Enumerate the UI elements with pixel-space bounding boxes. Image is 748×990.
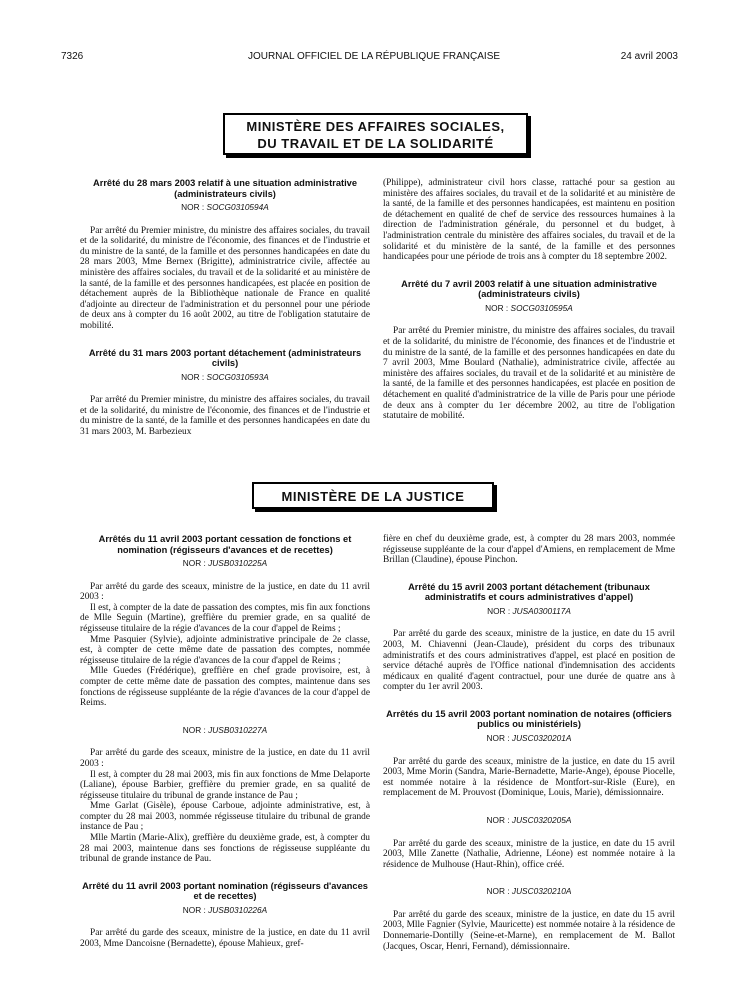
nor-reference bbox=[80, 372, 370, 383]
nor-label: NOR : bbox=[182, 558, 206, 568]
nor-reference bbox=[80, 725, 370, 736]
page-number: 7326 bbox=[61, 51, 84, 62]
decree-paragraph: Il est, à compter de la date de passation des comptes, mis fin aux fonctions de Mlle Seguin (Martine), greffière du premier grade, en sa qualité de régisseuse titulaire de la régie d'avances de la cour d'appel de Reims ; bbox=[80, 602, 370, 634]
nor-code: SOCG0310594A bbox=[206, 202, 269, 212]
decree-paragraph: Mlle Martin (Marie-Alix), greffière du deuxième grade, est, à compter du 28 mai 2003, maintenue dans ses fonctions de régisseuse suppléante du tribunal de grande instance de Pau. bbox=[80, 833, 370, 865]
nor-label: NOR : bbox=[181, 202, 205, 212]
decree-paragraph: Par arrêté du garde des sceaux, ministre de la justice, en date du 15 avril 2003, Mme Morin (Sandra, Marie-Bernadette, Marie-Ange), épouse Piocelle, est nommée notaire à la résidence de Montfort-sur-Risle (Eure), en remplacement de M. Prouvost (Dominique, Louis, Marie), démissionnaire. bbox=[383, 756, 675, 799]
nor-label: NOR : bbox=[485, 302, 509, 313]
nor-label: NOR : bbox=[486, 814, 510, 825]
decree-title: Arrêtés du 15 avril 2003 portant nomination de notaires (officiers publics ou ministériels) bbox=[386, 708, 672, 730]
ministry-heading-line-1: MINISTÈRE DES AFFAIRES SOCIALES, bbox=[246, 119, 505, 134]
nor-label: NOR : bbox=[181, 371, 205, 382]
nor-reference bbox=[383, 733, 675, 744]
decree-text-continued: fière en chef du deuxième grade, est, à compter du 28 mars 2003, nommée régisseuse suppléante de la cour d'appel d'Amiens, en remplacement de Mme Brillan (Claudine), épouse Pinchon. bbox=[383, 534, 675, 566]
nor-reference bbox=[80, 558, 370, 569]
decree-paragraph: Mlle Guedes (Frédérique), greffière en chef grade provisoire, est, à compter de cette même date de passation des comptes, maintenue dans ses fonctions de régisseuse suppléante de la régie d'avances de la cour d'appel de Reims. bbox=[80, 666, 370, 709]
ministry-heading-justice: MINISTÈRE DE LA JUSTICE bbox=[252, 482, 494, 509]
journal-title: JOURNAL OFFICIEL DE LA RÉPUBLIQUE FRANÇAISE bbox=[247, 51, 501, 62]
column-right-top bbox=[383, 178, 675, 422]
nor-code: JUSB0310225A bbox=[208, 558, 268, 568]
decree-text: Par arrêté du Premier ministre, du ministre des affaires sociales, du travail et de la solidarité, du ministre de l'économie, des finances et de l'industrie et du ministre de la santé, de la famille et des personnes handicapées en date du 31 mars 2003, M. Barbezieux bbox=[80, 395, 370, 437]
decree-paragraph: Mme Pasquier (Sylvie), adjointe administrative principale de 2e classe, est, à compter de cette même date de passation des comptes, nommée régisseuse titulaire de la régie d'avances de la cour d'appel de Reims ; bbox=[80, 634, 370, 666]
decree-text: Par arrêté du garde des sceaux, ministre de la justice, en date du 11 avril 2003, Mme Dancoisne (Bernadette), épouse Mahieux, gref- bbox=[80, 928, 370, 950]
decree-text-continued: (Philippe), administrateur civil hors classe, rattaché pour sa gestion au ministère des affaires sociales, du travail et de la solidarité et au ministère de la santé, de la famille et des personnes handicapées, est maintenu en position de détachement en qualité de chef de service des ressources humaines à la direction de l'administration générale, du personnel et du budget, à l'administration centrale du ministère des affaires sociales, du travail et de la solidarité et du ministère de la santé, de la famille et des personnes handicapées pour une période de trois ans à compter du 18 septembre 2002. bbox=[383, 178, 675, 263]
decree-paragraph: Mme Garlat (Gisèle), épouse Carboue, adjointe administrative, est, à compter du 28 mai 2003, nommée régisseuse titulaire du tribunal de grande instance de Pau ; bbox=[80, 801, 370, 833]
decree-paragraph: Par arrêté du garde des sceaux, ministre de la justice, en date du 11 avril 2003 : bbox=[80, 581, 370, 603]
nor-code: JUSC0320201A bbox=[511, 732, 572, 743]
nor-code: JUSB0310227A bbox=[208, 724, 268, 735]
decree-paragraph: Il est, à compter du 28 mai 2003, mis fin aux fonctions de Mme Delaporte (Laliane), épouse Barbier, greffière du premier grade, en sa qualité de régisseuse titulaire du tribunal de grande instance de Pau ; bbox=[80, 769, 370, 801]
nor-code: JUSA0300117A bbox=[512, 605, 571, 616]
decree-title: Arrêté du 15 avril 2003 portant détachement (tribunaux administratifs et cours administratives d'appel) bbox=[408, 581, 650, 603]
column-right-bottom bbox=[383, 534, 675, 952]
decree-text: Par arrêté du garde des sceaux, ministre de la justice, en date du 15 avril 2003, M. Chiavenni (Jean-Claude), président du corps des tribunaux administratifs et des cours administratives d'appel, est placé en position de service détaché auprès de l'Office national d'indemnisation des accidents médicaux en qualité d'agent contractuel, pour une durée de quatre ans à compter du 1er avril 2003. bbox=[383, 629, 675, 693]
nor-label: NOR : bbox=[486, 886, 510, 897]
decree-title: Arrêtés du 11 avril 2003 portant cessation de fonctions et nomination (régisseurs d'avances et de recettes) bbox=[98, 534, 352, 555]
nor-code: JUSB0310226A bbox=[208, 904, 268, 915]
decree-paragraph: Par arrêté du garde des sceaux, ministre de la justice, en date du 11 avril 2003 : bbox=[80, 748, 370, 769]
ministry-heading-social-affairs bbox=[223, 113, 528, 155]
nor-reference bbox=[383, 606, 675, 617]
decree-title: Arrêté du 11 avril 2003 portant nomination (régisseurs d'avances et de recettes) bbox=[82, 880, 368, 902]
nor-code: SOCG0310595A bbox=[510, 302, 573, 313]
nor-reference bbox=[80, 905, 370, 916]
decree-title: Arrêté du 31 mars 2003 portant détachement (administrateurs civils) bbox=[88, 347, 362, 369]
decree-paragraph: Par arrêté du garde des sceaux, ministre de la justice, en date du 15 avril 2003, Mlle Fagnier (Sylvie, Mauricette) est nommée notaire à la résidence de Donnemarie-Dontilly (Seine-et-Marne), en remplacement de M. Ballot (Jacques, Oscar, Henri, Fernand), démissionnaire. bbox=[383, 909, 675, 952]
nor-reference bbox=[383, 303, 675, 314]
nor-code: JUSC0320210A bbox=[511, 886, 572, 897]
nor-label: NOR : bbox=[182, 724, 206, 735]
ministry-heading-line-2: DU TRAVAIL ET DE LA SOLIDARITÉ bbox=[257, 136, 494, 151]
decree-title: Arrêté du 7 avril 2003 relatif à une situation administrative (administrateurs civils) bbox=[401, 278, 657, 300]
decree-paragraph: Par arrêté du garde des sceaux, ministre de la justice, en date du 15 avril 2003, Mlle Zanette (Nathalie, Adrienne, Léone) est nommée notaire à la résidence de Mulhouse (Haut-Rhin), office créé. bbox=[383, 838, 675, 870]
nor-label: NOR : bbox=[182, 904, 206, 915]
nor-label: NOR : bbox=[487, 605, 511, 616]
nor-reference bbox=[383, 815, 675, 826]
decree-text: Par arrêté du Premier ministre, du ministre des affaires sociales, du travail et de la solidarité, du ministre de l'économie, des finances et de l'industrie et du ministre de la santé, de la famille et des personnes handicapées en date du 28 mars 2003, Mme Bernex (Brigitte), administratrice civile, affectée au ministère des affaires sociales, du travail et de la solidarité et au ministère de la santé, de la famille et des personnes handicapées, est placée en position de détachement auprès de la Bibliothèque nationale de France en qualité d'adjointe au directeur de l'administration et du personnel pour une période de deux ans à compter du 16 août 2002, au titre de l'obligation statutaire de mobilité. bbox=[80, 225, 370, 331]
nor-reference bbox=[383, 886, 675, 897]
column-left-bottom bbox=[80, 534, 370, 950]
decree-title: Arrêté du 28 mars 2003 relatif à une situation administrative (administrateurs civils) bbox=[92, 178, 358, 199]
nor-code: SOCG0310593A bbox=[206, 371, 269, 382]
nor-reference bbox=[80, 202, 370, 213]
decree-text: Par arrêté du Premier ministre, du ministre des affaires sociales, du travail et de la solidarité, du ministre de l'économie, des finances et de l'industrie et du ministre de la santé, de la famille et des personnes handicapées en date du 7 avril 2003, Mme Boulard (Nathalie), administratrice civile, affectée au ministère des affaires sociales, du travail et de la solidarité et au ministère de la santé, de la famille et des personnes handicapées, est placée en position de détachement en qualité d'administratrice de la ville de Paris pour une période de deux ans à compter du 1er décembre 2002, au titre de l'obligation statutaire de mobilité. bbox=[383, 326, 675, 422]
page-header bbox=[0, 51, 748, 65]
nor-code: JUSC0320205A bbox=[511, 814, 572, 825]
nor-label: NOR : bbox=[486, 732, 510, 743]
issue-date: 24 avril 2003 bbox=[620, 51, 678, 62]
column-left-top bbox=[80, 178, 370, 438]
